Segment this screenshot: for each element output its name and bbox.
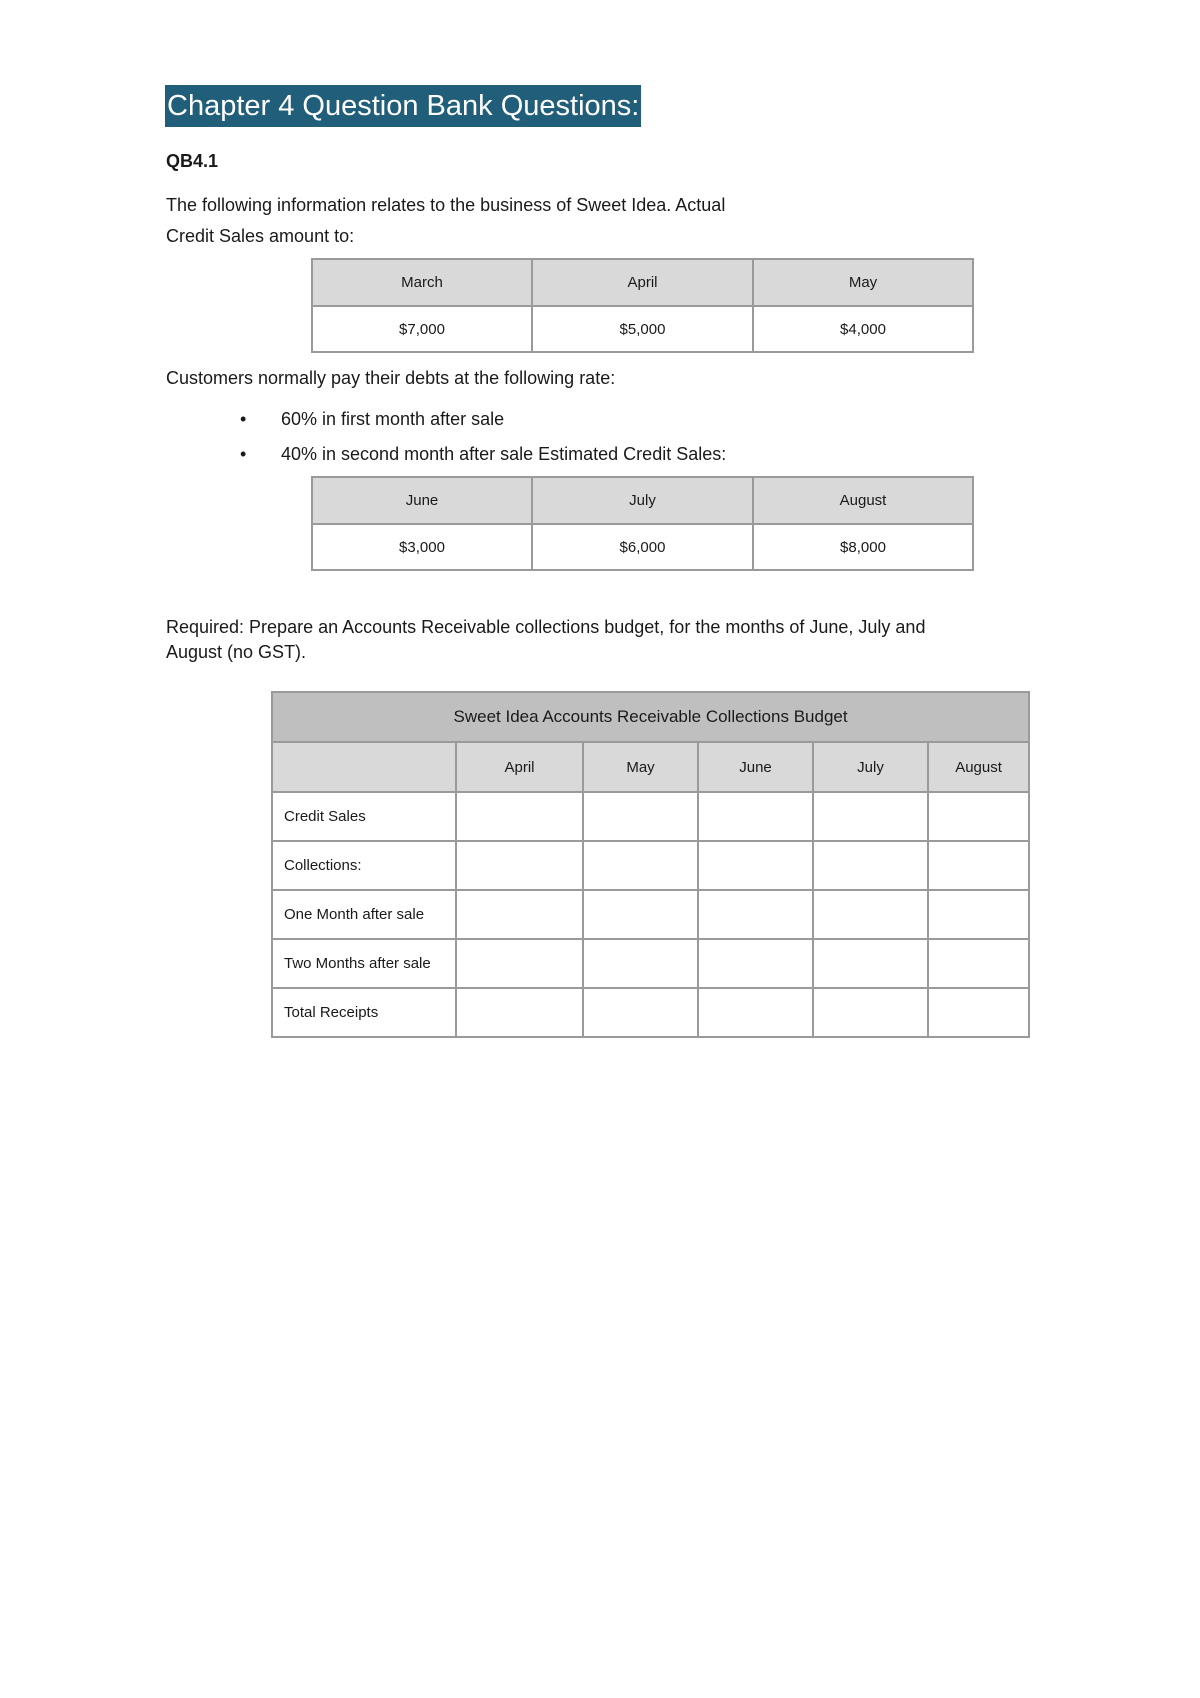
table-row	[312, 524, 973, 570]
sales-value: $6,000	[532, 524, 753, 570]
row-label: Credit Sales	[272, 792, 456, 841]
sales-value: $5,000	[532, 306, 753, 352]
blank-cell	[456, 890, 583, 939]
blank-cell	[928, 890, 1029, 939]
bullet-item: 60% in first month after sale	[281, 409, 505, 429]
blank-cell	[813, 792, 928, 841]
row-label: Collections:	[272, 841, 456, 890]
table-row	[272, 939, 1029, 988]
blank-cell	[583, 792, 698, 841]
blank-cell	[456, 792, 583, 841]
month-header: May	[583, 742, 698, 792]
blank-cell	[928, 939, 1029, 988]
table-header-row	[312, 259, 973, 306]
table-row	[272, 841, 1029, 890]
month-header: April	[456, 742, 583, 792]
blank-cell	[456, 841, 583, 890]
required-line-2: August (no GST).	[166, 642, 307, 662]
month-header: August	[753, 477, 973, 524]
blank-cell	[928, 841, 1029, 890]
blank-cell	[698, 890, 813, 939]
blank-cell	[698, 988, 813, 1037]
estimated-credit-sales-table	[311, 476, 974, 571]
blank-cell	[928, 792, 1029, 841]
bullet-item: 40% in second month after sale Estimated Credit Sales:	[281, 444, 727, 464]
collections-budget-table	[271, 691, 1030, 1038]
actual-credit-sales-table	[311, 258, 974, 353]
blank-cell	[813, 939, 928, 988]
budget-caption-row	[272, 692, 1029, 742]
required-line-1: Required: Prepare an Accounts Receivable collections budget, for the months of June, July and	[166, 617, 926, 637]
blank-cell	[813, 841, 928, 890]
budget-caption: Sweet Idea Accounts Receivable Collections Budget	[272, 692, 1029, 742]
month-header: June	[312, 477, 532, 524]
blank-cell	[698, 841, 813, 890]
budget-month-header-row	[272, 742, 1029, 792]
blank-cell	[456, 939, 583, 988]
blank-cell	[698, 939, 813, 988]
blank-cell	[813, 988, 928, 1037]
month-header: July	[532, 477, 753, 524]
table-row	[272, 792, 1029, 841]
blank-header-cell	[272, 742, 456, 792]
blank-cell	[583, 890, 698, 939]
blank-cell	[928, 988, 1029, 1037]
table-row	[272, 988, 1029, 1037]
month-header: March	[312, 259, 532, 306]
table-row	[312, 306, 973, 352]
table-row	[272, 890, 1029, 939]
payment-rate-text: Customers normally pay their debts at the following rate:	[166, 368, 616, 388]
bullet-icon: •	[240, 409, 247, 429]
sales-value: $8,000	[753, 524, 973, 570]
month-header: August	[928, 742, 1029, 792]
blank-cell	[456, 988, 583, 1037]
question-id: QB4.1	[166, 151, 219, 171]
month-header: May	[753, 259, 973, 306]
blank-cell	[813, 890, 928, 939]
month-header: April	[532, 259, 753, 306]
blank-cell	[583, 988, 698, 1037]
intro-line-2: Credit Sales amount to:	[166, 226, 355, 246]
intro-line-1: The following information relates to the business of Sweet Idea. Actual	[166, 195, 726, 215]
bullet-icon: •	[240, 444, 247, 464]
blank-cell	[698, 792, 813, 841]
chapter-heading: Chapter 4 Question Bank Questions:	[165, 85, 641, 127]
blank-cell	[583, 841, 698, 890]
sales-value: $3,000	[312, 524, 532, 570]
sales-value: $7,000	[312, 306, 532, 352]
table-header-row	[312, 477, 973, 524]
row-label: Total Receipts	[272, 988, 456, 1037]
month-header: July	[813, 742, 928, 792]
sales-value: $4,000	[753, 306, 973, 352]
row-label: One Month after sale	[272, 890, 456, 939]
month-header: June	[698, 742, 813, 792]
blank-cell	[583, 939, 698, 988]
row-label: Two Months after sale	[272, 939, 456, 988]
